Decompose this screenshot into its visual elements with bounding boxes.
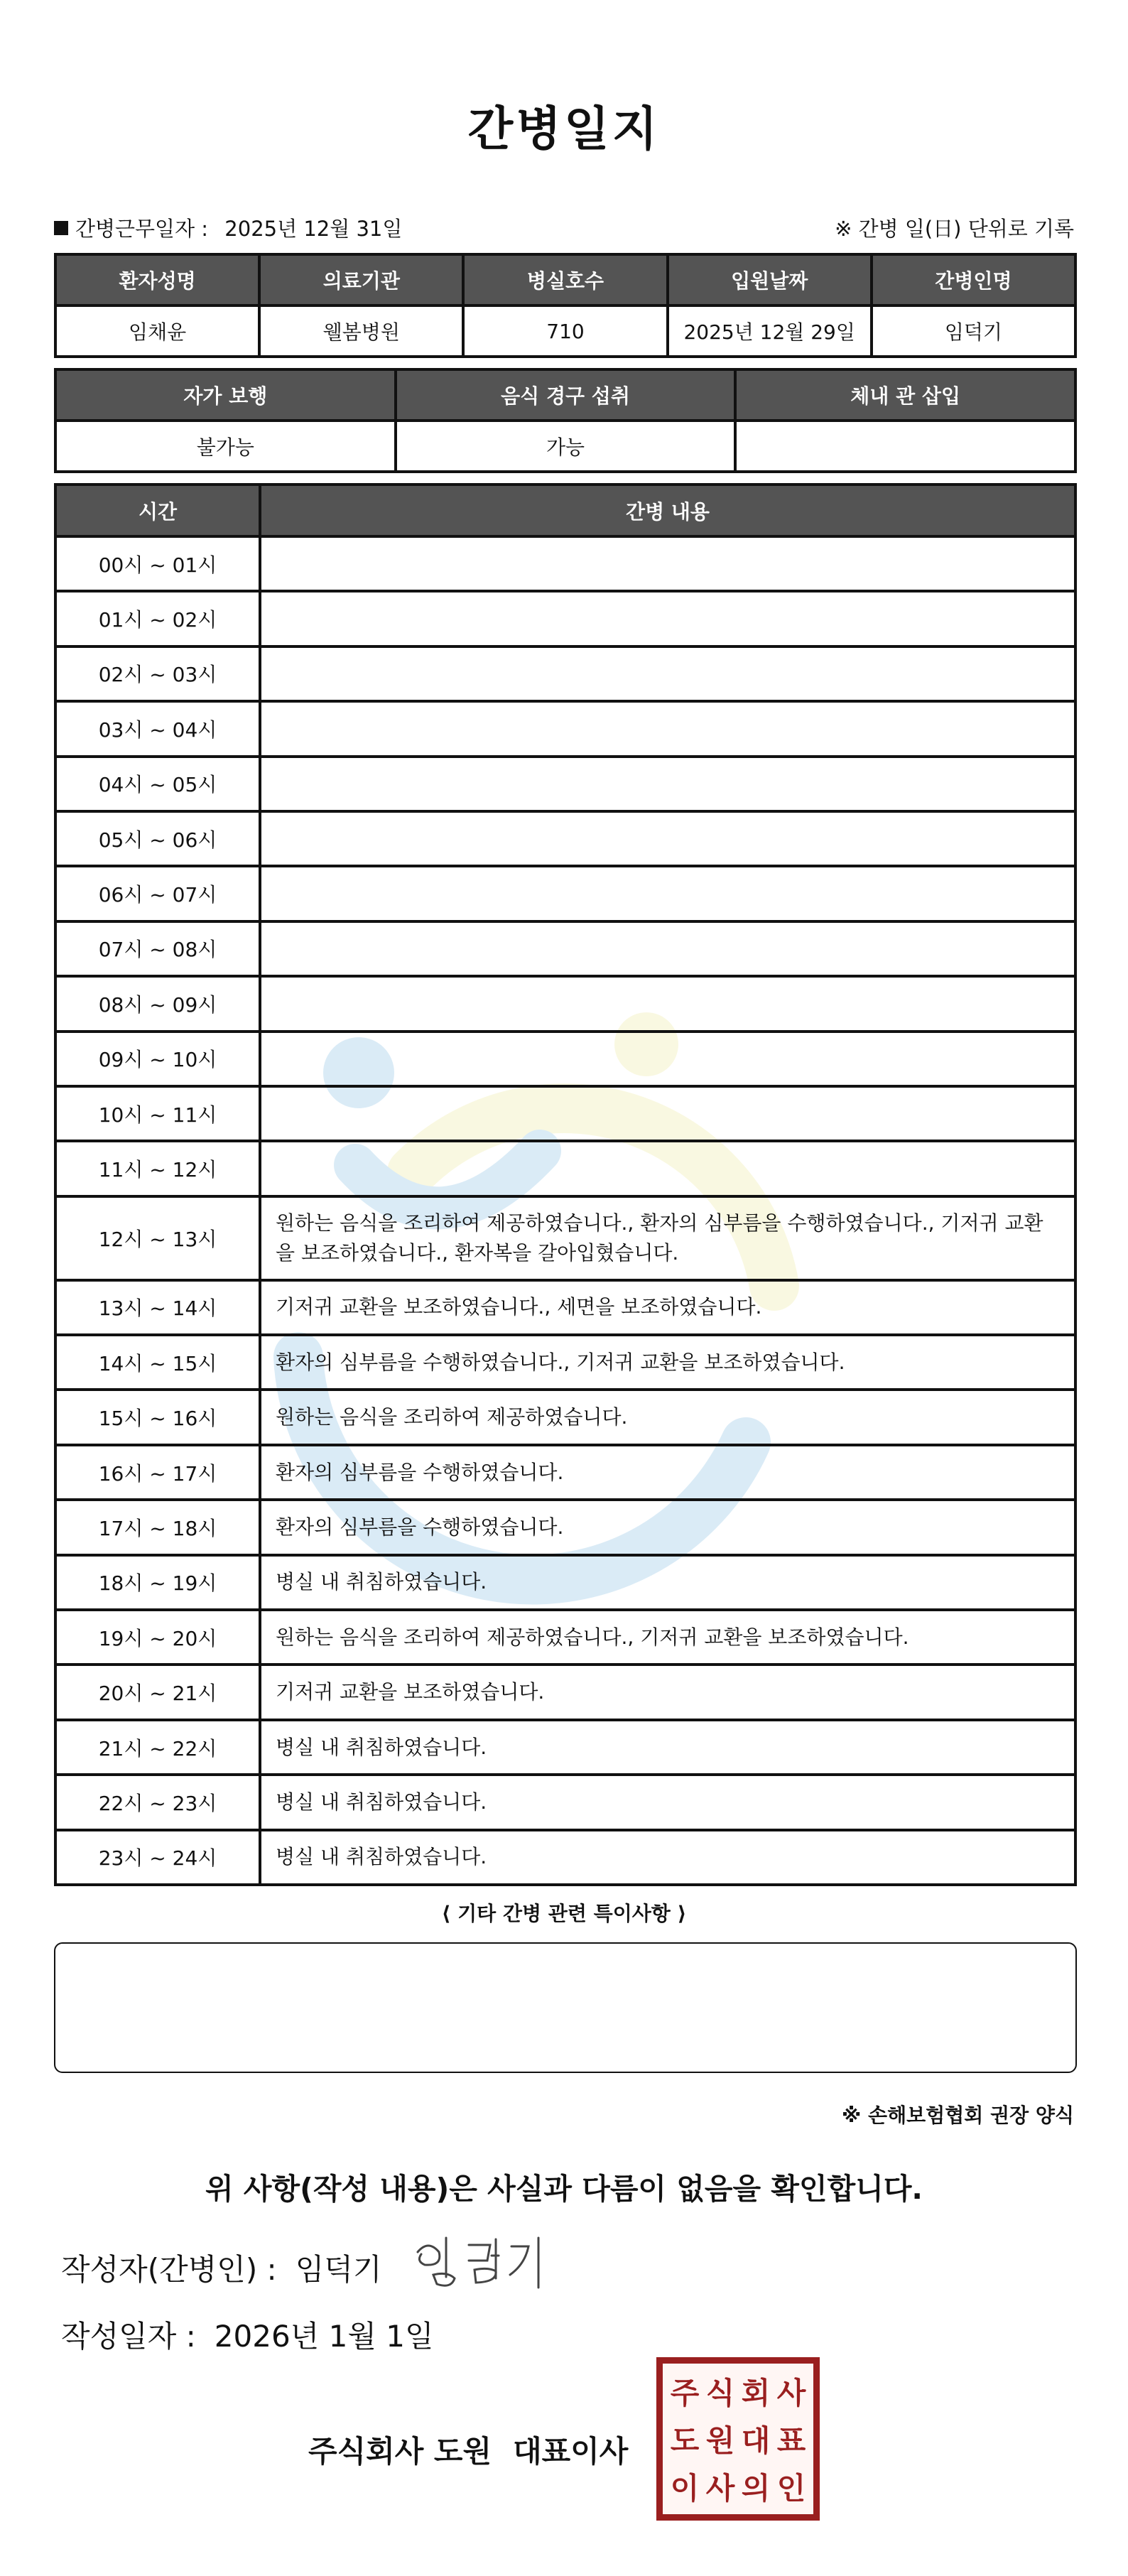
log-content xyxy=(261,1088,1077,1142)
table-row xyxy=(57,1391,1077,1446)
log-content: 병실 내 취침하였습니다. xyxy=(261,1721,1077,1776)
log-content: 병실 내 취침하였습니다. xyxy=(261,1557,1077,1611)
self-walking-value: 불가능 xyxy=(57,422,397,473)
log-time: 09시 ~ 10시 xyxy=(57,1033,261,1088)
log-content xyxy=(261,648,1077,703)
log-content xyxy=(261,867,1077,922)
seal-character: 원 xyxy=(705,2423,735,2458)
log-time: 23시 ~ 24시 xyxy=(57,1831,261,1886)
notes-title: ⟨ 기타 간병 관련 특이사항 ⟩ xyxy=(441,1902,687,1925)
log-time: 06시 ~ 07시 xyxy=(57,867,261,922)
patient-info-table xyxy=(54,253,1077,358)
table-row xyxy=(57,538,1077,592)
log-time: 00시 ~ 01시 xyxy=(57,538,261,592)
table-row xyxy=(57,867,1077,922)
caregiver-name: 임덕기 xyxy=(873,307,1077,358)
log-time: 07시 ~ 08시 xyxy=(57,923,261,978)
table-row xyxy=(57,1776,1077,1831)
log-content xyxy=(261,923,1077,978)
table-row xyxy=(57,1666,1077,1721)
confirmation-statement: 위 사항(작성 내용)은 사실과 다름이 없음을 확인합니다. xyxy=(205,2172,923,2206)
work-date-label: 간병근무일자 : xyxy=(75,217,209,241)
log-time: 02시 ~ 03시 xyxy=(57,648,261,703)
log-time: 12시 ~ 13시 xyxy=(57,1198,261,1282)
work-date-value: 2025년 12월 31일 xyxy=(224,217,403,241)
company-seal xyxy=(656,2357,820,2521)
tube-insertion-value xyxy=(737,422,1077,473)
log-content xyxy=(261,1033,1077,1088)
header-room: 병실호수 xyxy=(465,256,668,307)
table-row xyxy=(57,1033,1077,1088)
writer-name: 임덕기 xyxy=(295,2252,382,2287)
seal-character: 사 xyxy=(705,2470,735,2506)
write-date-line xyxy=(61,2313,434,2356)
company-signoff xyxy=(308,2428,628,2471)
oral-intake-value: 가능 xyxy=(397,422,737,473)
seal-character: 식 xyxy=(705,2376,735,2411)
log-content xyxy=(261,1142,1077,1197)
log-content: 환자의 심부름을 수행하였습니다., 기저귀 교환을 보조하였습니다. xyxy=(261,1336,1077,1391)
patient-status-table xyxy=(54,368,1077,473)
seal-character: 인 xyxy=(776,2470,806,2506)
log-content: 환자의 심부름을 수행하였습니다. xyxy=(261,1446,1077,1501)
header-oral-intake: 음식 경구 섭취 xyxy=(397,371,737,422)
log-time: 03시 ~ 04시 xyxy=(57,703,261,757)
header-care-content: 간병 내용 xyxy=(261,486,1077,538)
log-content: 병실 내 취침하였습니다. xyxy=(261,1831,1077,1886)
log-content: 병실 내 취침하였습니다. xyxy=(261,1776,1077,1831)
log-time: 08시 ~ 09시 xyxy=(57,978,261,1032)
log-content xyxy=(261,978,1077,1032)
writer-line xyxy=(61,2246,381,2289)
log-content: 기저귀 교환을 보조하였습니다. xyxy=(261,1666,1077,1721)
admission-date: 2025년 12월 29일 xyxy=(669,307,873,358)
log-content: 원하는 음식을 조리하여 제공하였습니다., 기저귀 교환을 보조하였습니다. xyxy=(261,1611,1077,1666)
table-row xyxy=(57,703,1077,757)
log-time: 20시 ~ 21시 xyxy=(57,1666,261,1721)
handwritten-signature xyxy=(412,2231,547,2295)
care-log-header xyxy=(57,486,1077,538)
log-time: 11시 ~ 12시 xyxy=(57,1142,261,1197)
room-number: 710 xyxy=(465,307,668,358)
log-time: 04시 ~ 05시 xyxy=(57,758,261,813)
log-content: 원하는 음식을 조리하여 제공하였습니다. xyxy=(261,1391,1077,1446)
table-row xyxy=(57,1501,1077,1556)
page-title: 간병일지 xyxy=(467,102,661,156)
seal-character: 사 xyxy=(776,2376,806,2411)
header-patient-name: 환자성명 xyxy=(57,256,261,307)
company-name: 주식회사 도원 xyxy=(308,2434,492,2469)
seal-character: 대 xyxy=(741,2423,771,2458)
log-time: 15시 ~ 16시 xyxy=(57,1391,261,1446)
log-content xyxy=(261,538,1077,592)
seal-character: 주 xyxy=(670,2376,700,2411)
log-content: 기저귀 교환을 보조하였습니다., 세면을 보조하였습니다. xyxy=(261,1282,1077,1336)
seal-character: 의 xyxy=(741,2470,771,2506)
table-row xyxy=(57,1282,1077,1336)
header-caregiver-name: 간병인명 xyxy=(873,256,1077,307)
log-time: 22시 ~ 23시 xyxy=(57,1776,261,1831)
notes-box xyxy=(54,1942,1077,2073)
table-row xyxy=(57,648,1077,703)
table-row xyxy=(57,1446,1077,1501)
log-time: 19시 ~ 20시 xyxy=(57,1611,261,1666)
seal-character: 이 xyxy=(670,2470,700,2506)
square-bullet-icon xyxy=(54,221,68,235)
log-content xyxy=(261,813,1077,867)
log-content: 원하는 음식을 조리하여 제공하였습니다., 환자의 심부름을 수행하였습니다., 기저귀 교환을 보조하였습니다., 환자복을 갈아입혔습니다. xyxy=(261,1198,1077,1282)
log-time: 13시 ~ 14시 xyxy=(57,1282,261,1336)
table-row xyxy=(57,1142,1077,1197)
seal-character: 회 xyxy=(741,2376,771,2411)
unit-note: ※ 간병 일(日) 단위로 기록 xyxy=(835,217,1074,241)
log-time: 21시 ~ 22시 xyxy=(57,1721,261,1776)
log-time: 01시 ~ 02시 xyxy=(57,592,261,647)
header-hospital: 의료기관 xyxy=(261,256,465,307)
table-row xyxy=(57,1088,1077,1142)
table-row xyxy=(57,813,1077,867)
log-time: 14시 ~ 15시 xyxy=(57,1336,261,1391)
table-row xyxy=(57,1557,1077,1611)
ceo-title: 대표이사 xyxy=(513,2434,629,2469)
log-time: 16시 ~ 17시 xyxy=(57,1446,261,1501)
table-row xyxy=(57,758,1077,813)
hospital-name: 웰봄병원 xyxy=(261,307,465,358)
table-row xyxy=(57,978,1077,1032)
writer-label: 작성자(간병인) : xyxy=(61,2252,277,2287)
header-time: 시간 xyxy=(57,486,261,538)
log-time: 05시 ~ 06시 xyxy=(57,813,261,867)
header-tube-insertion: 체내 관 삽입 xyxy=(737,371,1077,422)
form-recommendation: ※ 손해보험협회 권장 양식 xyxy=(842,2104,1074,2127)
log-content xyxy=(261,758,1077,813)
table-row xyxy=(57,592,1077,647)
log-content xyxy=(261,592,1077,647)
patient-name: 임채윤 xyxy=(57,307,261,358)
header-admission-date: 입원날짜 xyxy=(669,256,873,307)
write-date-label: 작성일자 : xyxy=(61,2319,196,2354)
table-row xyxy=(57,1611,1077,1666)
table-row xyxy=(57,1831,1077,1886)
table-row xyxy=(57,1336,1077,1391)
care-log-table xyxy=(54,483,1077,1886)
seal-character: 표 xyxy=(776,2423,806,2458)
log-content xyxy=(261,703,1077,757)
log-time: 17시 ~ 18시 xyxy=(57,1501,261,1556)
table-row xyxy=(57,923,1077,978)
table-row xyxy=(57,1198,1077,1282)
seal-character: 도 xyxy=(670,2423,700,2458)
log-content: 환자의 심부름을 수행하였습니다. xyxy=(261,1501,1077,1556)
write-date: 2026년 1월 1일 xyxy=(214,2319,434,2354)
work-date-line xyxy=(54,213,402,242)
log-time: 10시 ~ 11시 xyxy=(57,1088,261,1142)
table-row xyxy=(57,1721,1077,1776)
header-self-walking: 자가 보행 xyxy=(57,371,397,422)
log-time: 18시 ~ 19시 xyxy=(57,1557,261,1611)
